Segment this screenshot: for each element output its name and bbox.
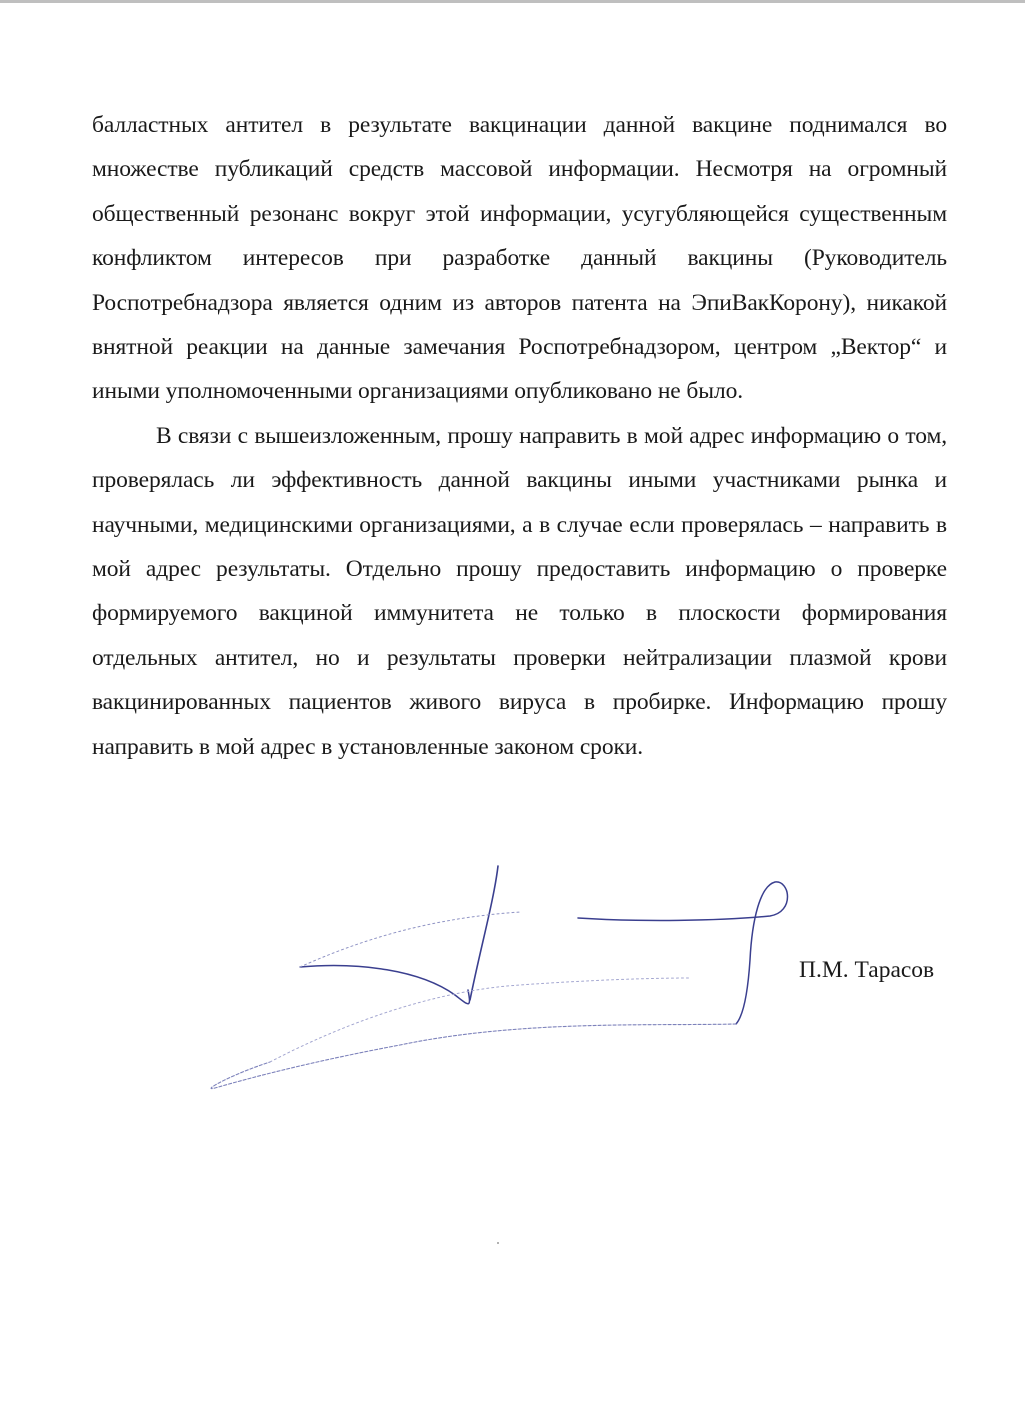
paragraph-2: В связи с вышеизложенным, прошу направить в мой адрес информацию о том, проверялась ли эффективность данной вакцины иными участниками рынка и научными, медицинскими организациями, а в случае если проверялась – направить в мой адрес результаты. Отдельно прошу предоставить информацию о проверке формируемого вакциной иммунитета не только в плоскости формирования отдельных антител, но и результаты проверки нейтрализации плазмой крови вакцинированных пациентов живого вируса в пробирке. Информацию прошу направить в мой адрес в установленные законом сроки. bbox=[92, 422, 947, 760]
page-top-edge bbox=[0, 0, 1025, 3]
scan-speck bbox=[497, 1242, 499, 1244]
paragraph-1: балластных антител в результате вакцинации данной вакцине поднимался во множестве публикаций средств массовой информации. Несмотря на огромный общественный резонанс вокруг этой информации, усугубляющейся существенным конфликтом интересов при разработке данный вакцины (Руководитель Роспотребнадзора является одним из авторов патента на ЭпиВакКорону), никакой внятной реакции на данные замечания Роспотребнадзором, центром „Вектор“ и иными уполномоченными организациями опубликовано не было. bbox=[92, 112, 947, 405]
signature-stroke bbox=[270, 978, 690, 1062]
signature-stroke bbox=[470, 866, 498, 1000]
signature-stroke bbox=[300, 966, 469, 1004]
signature-stroke bbox=[211, 1024, 736, 1089]
signature-stroke bbox=[578, 882, 788, 1024]
signature-stroke bbox=[300, 912, 520, 967]
document-page bbox=[92, 103, 947, 769]
signer-name: П.М. Тарасов bbox=[799, 957, 935, 983]
